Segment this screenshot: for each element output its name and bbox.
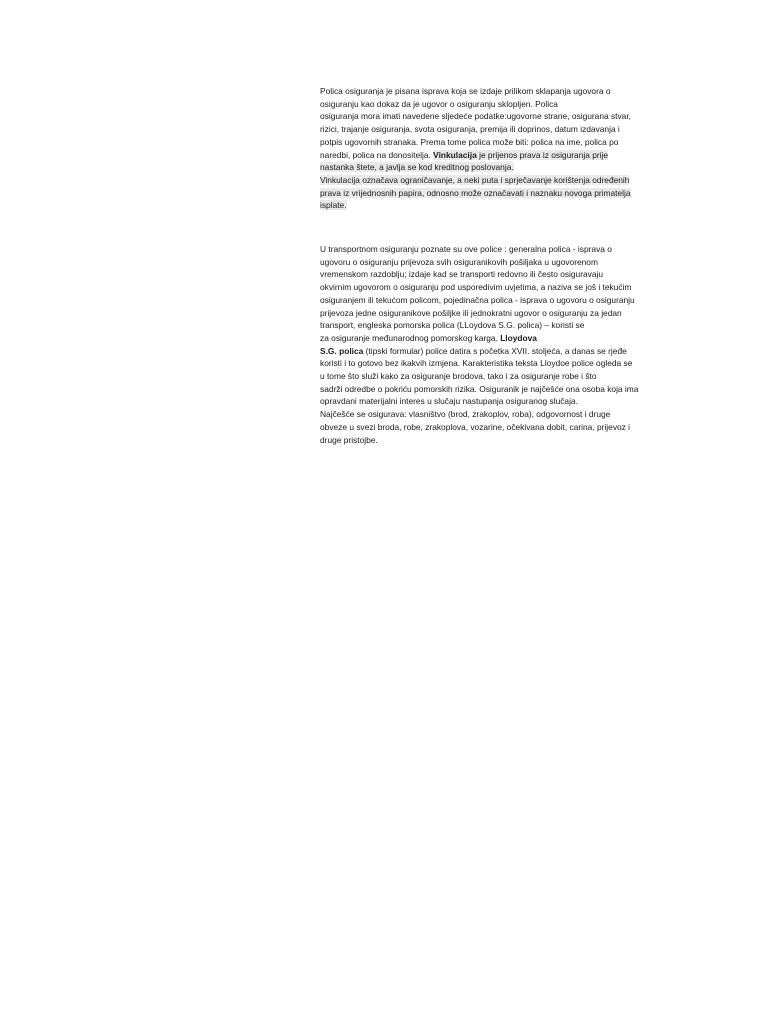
text-line: transport, engleska pomorska polica (LLoydova S.G. polica) – koristi se — [320, 320, 585, 331]
text-line: koristi i to gotovo bez ikakvih izmjena. Karakteristika teksta Lloydoe police ogleda se — [320, 358, 633, 369]
text-line — [320, 187, 680, 200]
text-line: druge pristojbe. — [320, 434, 378, 445]
text-line — [320, 149, 680, 162]
text-line — [320, 161, 680, 174]
text-span: Polica — [532, 98, 558, 109]
text-line — [320, 98, 680, 111]
bold-term-sg-polica: S.G. polica — [320, 345, 364, 356]
text-span: za osiguranje međunarodnog pomorskog karga. — [320, 332, 501, 343]
bold-term-vinkulacija: Vinkulacija — [433, 149, 477, 160]
text-line — [320, 174, 680, 187]
text-line: vremenskom razdoblju; izdaje kad se transporti redovno ili često osiguravaju — [320, 269, 604, 280]
paragraph-insurance-policy — [320, 85, 680, 212]
highlighted-text: nastanka štete, a javlja se kod kreditnog poslovanja. — [320, 162, 514, 173]
text-line: rizici, trajanje osiguranja, svota osiguranja, premija ili doprinos, datum izdavanja i — [320, 124, 620, 135]
text-line: ugovoru o osiguranju prijevoza svih osiguranikovih pošiljaka u ugovorenom — [320, 256, 598, 267]
text-line: okvirnim ugovorom o osiguranju pod usporedivim uvjetima, a naziva se još i tekućim — [320, 282, 632, 293]
text-line: opravdani materijalni interes u slučaju nastupanja osiguranog slučaja. — [320, 396, 578, 407]
text-line: osiguranja mora imati navedene sljedeće podatke:ugovorne strane, osigurana stvar, — [320, 111, 631, 122]
highlighted-text: prava iz vrijednosnih papira, odnosno može označavati i naznaku novoga primatelja — [320, 187, 631, 198]
text-line: obveze u svezi broda, robe, zrakoplova, vozarine, očekivana dobit, carina, prijevoz i — [320, 421, 631, 432]
paragraph-transport-insurance — [320, 243, 680, 446]
text-line — [320, 199, 680, 212]
text-span: naredbi, polica na donositelja. — [320, 149, 434, 160]
document-body — [320, 85, 680, 446]
highlighted-text: isplate. — [320, 200, 347, 211]
text-line: sadrži odredbe o pokriću pomorskih rizika. Osiguranik je najčešće ona osoba koja ima — [320, 383, 639, 394]
text-line: U transportnom osiguranju poznate su ove police : generalna polica - isprava o — [320, 244, 612, 255]
bold-term-lloydova: Lloydova — [500, 332, 537, 343]
highlighted-text: Vinkulacija označava ograničavanje, a neki puta i sprječavanje korištenja određenih — [320, 174, 630, 185]
text-line — [320, 332, 680, 345]
text-line: u tome što služi kako za osiguranje brodova, tako i za osiguranje robe i što — [320, 371, 597, 382]
text-span: osiguranju kao dokaz da je ugovor o osiguranju sklopljen. — [320, 98, 533, 109]
text-line: osiguranjem ili tekućom policom, pojedinačna polica - isprava o ugovoru o osiguranju — [320, 294, 635, 305]
text-line: potpis ugovornih stranaka. Prema tome polica može biti: polica na ime, polica po — [320, 136, 619, 147]
text-line — [320, 345, 680, 358]
text-span: je prijenos prava iz osiguranja prije — [476, 149, 609, 160]
text-line: Polica osiguranja je pisana isprava koja se izdaje prilikom sklapanja ugovora o — [320, 86, 611, 96]
text-line: prijevoza jedne osiguranikove pošiljke ili jednokratni ugovor o osiguranju za jedan — [320, 307, 622, 318]
text-line: Najčešće se osigurava: vlasništvo (brod, zrakoplov, roba), odgovornost i druge — [320, 409, 611, 420]
paragraph-gap — [320, 212, 680, 243]
text-span: (tipski formular) police datira s početka XVII. stoljeća, a danas se rjeđe — [363, 345, 627, 356]
